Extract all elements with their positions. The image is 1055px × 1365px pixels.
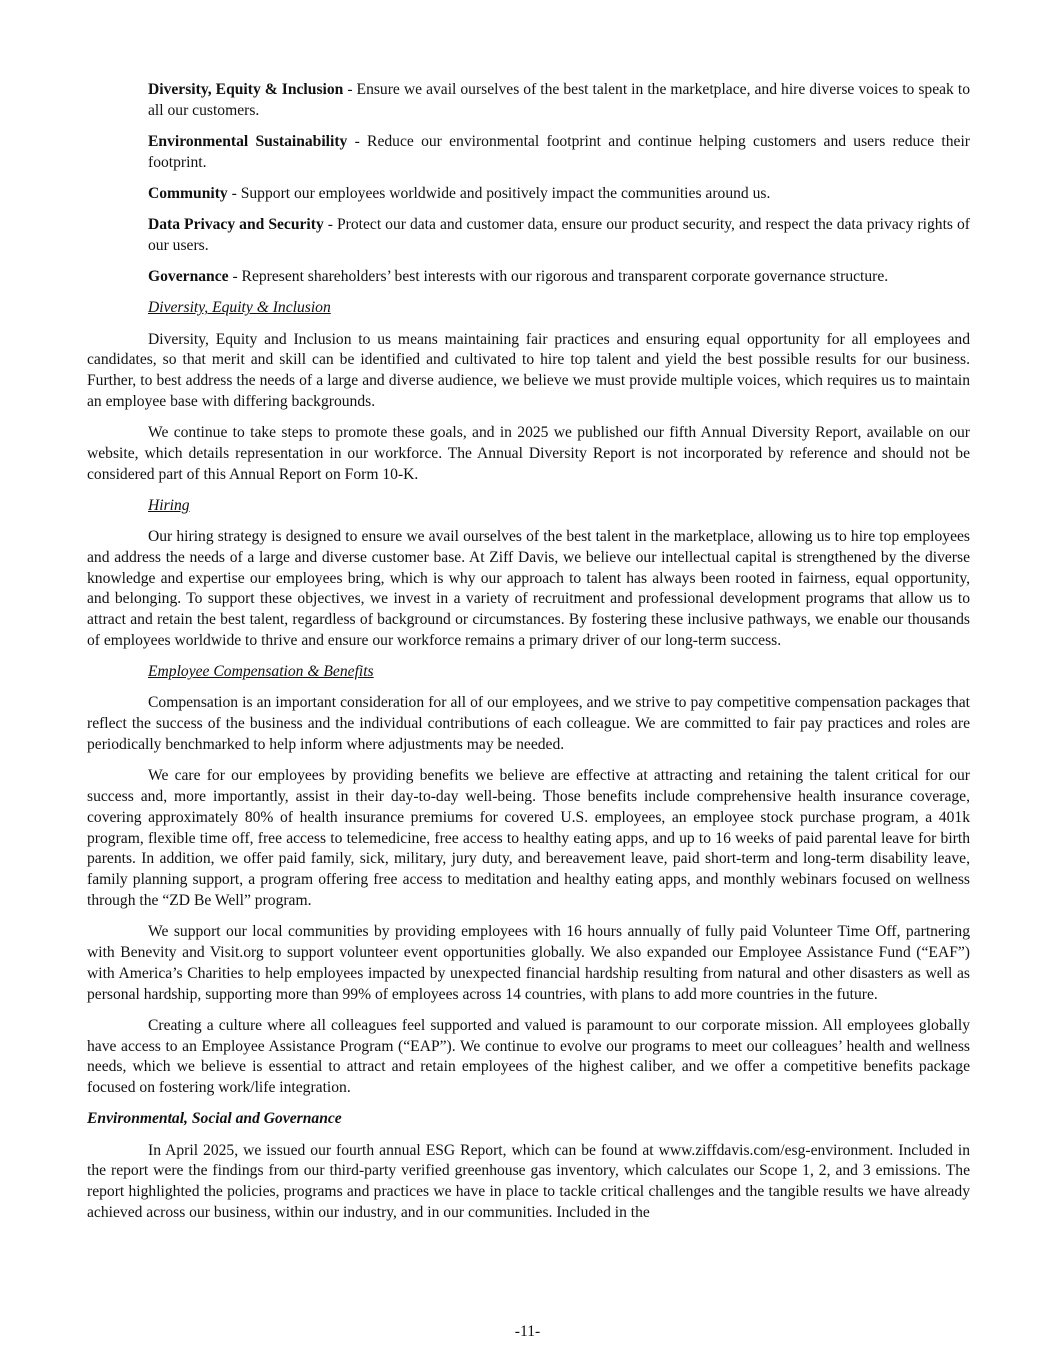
- dei-heading: Diversity, Equity & Inclusion: [148, 299, 331, 317]
- hiring-heading: Hiring: [148, 496, 190, 514]
- focus-area-privacy: [87, 215, 970, 257]
- focus-area-community: [87, 184, 970, 205]
- compensation-paragraph-1: Compensation is an important consideration for all of our employees, and we strive to pay competitive compensation packages that reflect the success of the business and the individual contributions of each colleague. We are committed to fair pay practices and roles are periodically benchmarked to help inform where adjustments may be needed.: [87, 694, 970, 754]
- dei-paragraph-1: Diversity, Equity and Inclusion to us means maintaining fair practices and ensuring equal opportunity for all employees and candidates, so that merit and skill can be identified and cultivated to hire top talent and yield the best possible results for our business. Further, to best address the needs of a large and diverse audience, we believe we must provide multiple voices, which requires us to maintain an employee base with differing backgrounds.: [87, 330, 970, 410]
- focus-area-text: - Support our employees worldwide and positively impact the communities around us.: [227, 184, 771, 202]
- focus-area-environmental: [87, 132, 970, 174]
- focus-area-dei: [87, 80, 970, 122]
- compensation-paragraph-2: We care for our employees by providing benefits we believe are effective at attracting and retaining the talent critical for our success and, more importantly, assist in their day-to-day well-being. Those benefits include comprehensive health insurance coverage, covering approximately 80% of health insurance premiums for covered U.S. employees, an employee stock purchase program, a 401k program, flexible time off, free access to telemedicine, free access to healthy eating apps, and up to 16 weeks of paid parental leave for birth parents. In addition, we offer paid family, sick, military, jury duty, and bereavement leave, paid short-term and long-term disability leave, family planning support, a program offering free access to meditation and healthy eating apps, and monthly webinars focused on wellness through the “ZD Be Well” program.: [87, 767, 970, 909]
- focus-area-governance: [87, 267, 970, 288]
- focus-area-title: Community: [148, 184, 228, 202]
- focus-area-title: Data Privacy and Security: [148, 216, 324, 234]
- focus-area-title: Diversity, Equity & Inclusion: [148, 81, 344, 98]
- esg-heading: Environmental, Social and Governance: [87, 1110, 342, 1128]
- focus-area-text: - Reduce our environmental footprint and continue helping customers and users reduce their footprint.: [148, 132, 970, 171]
- hiring-paragraph-1: Our hiring strategy is designed to ensure we avail ourselves of the best talent in the marketplace, allowing us to hire top employees and address the needs of a large and diverse customer base. At Ziff Davis, we believe our intellectual capital is strengthened by the diverse knowledge and expertise our employees bring, which is why our approach to talent has always been rooted in fairness, equal opportunity, and belonging. To support these objectives, we invest in a variety of recruitment and professional development programs that allow us to attract and retain the best talent, regardless of background or circumstances. By fostering these inclusive pathways, we enable our thousands of employees worldwide to thrive and ensure our workforce remains a primary driver of our long-term success.: [87, 528, 970, 650]
- focus-area-text: - Represent shareholders’ best interests with our rigorous and transparent corporate governance structure.: [228, 268, 889, 286]
- dei-paragraph-2: We continue to take steps to promote these goals, and in 2025 we published our fifth Annual Diversity Report, available on our website, which details representation in our workforce. The Annual Diversity Report is not incorporated by reference and should not be considered part of this Annual Report on Form 10-K.: [87, 424, 970, 483]
- compensation-heading: Employee Compensation & Benefits: [148, 663, 374, 681]
- compensation-paragraph-4: Creating a culture where all colleagues feel supported and valued is paramount to our corporate mission. All employees globally have access to an Employee Assistance Program (“EAP”). We continue to evolve our programs to meet our colleagues’ health and wellness needs, which we believe is essential to attract and retain employees of the highest caliber, and we offer a competitive benefits package focused on fostering work/life integration.: [87, 1016, 970, 1097]
- focus-area-text: - Ensure we avail ourselves of the best talent in the marketplace, and hire diverse voices to speak to all our customers.: [148, 81, 970, 119]
- page-number: -11-: [514, 1323, 541, 1340]
- compensation-paragraph-3: We support our local communities by providing employees with 16 hours annually of fully paid Volunteer Time Off, partnering with Benevity and Visit.org to support volunteer event opportunities globally. We also expanded our Employee Assistance Fund (“EAF”) with America’s Charities to help employees impacted by unexpected financial hardship resulting from natural and other disasters as well as personal hardship, supporting more than 99% of employees across 14 countries, with plans to add more countries in the future.: [87, 923, 970, 1003]
- focus-area-title: Governance: [148, 268, 229, 286]
- document-page: [87, 80, 970, 1234]
- focus-area-title: Environmental Sustainability: [148, 132, 348, 150]
- esg-paragraph-1: In April 2025, we issued our fourth annual ESG Report, which can be found at www.ziffdavis.com/esg-environment. Included in the report were the findings from our third-party verified greenhouse gas inventory, which calculates our Scope 1, 2, and 3 emissions. The report highlighted the policies, programs and practices we have in place to tackle critical challenges and the tangible results we have already achieved across our business, within our industry, and in our communities. Included in the: [87, 1141, 970, 1221]
- focus-area-text: - Protect our data and customer data, ensure our product security, and respect the data privacy rights of our users.: [148, 216, 970, 254]
